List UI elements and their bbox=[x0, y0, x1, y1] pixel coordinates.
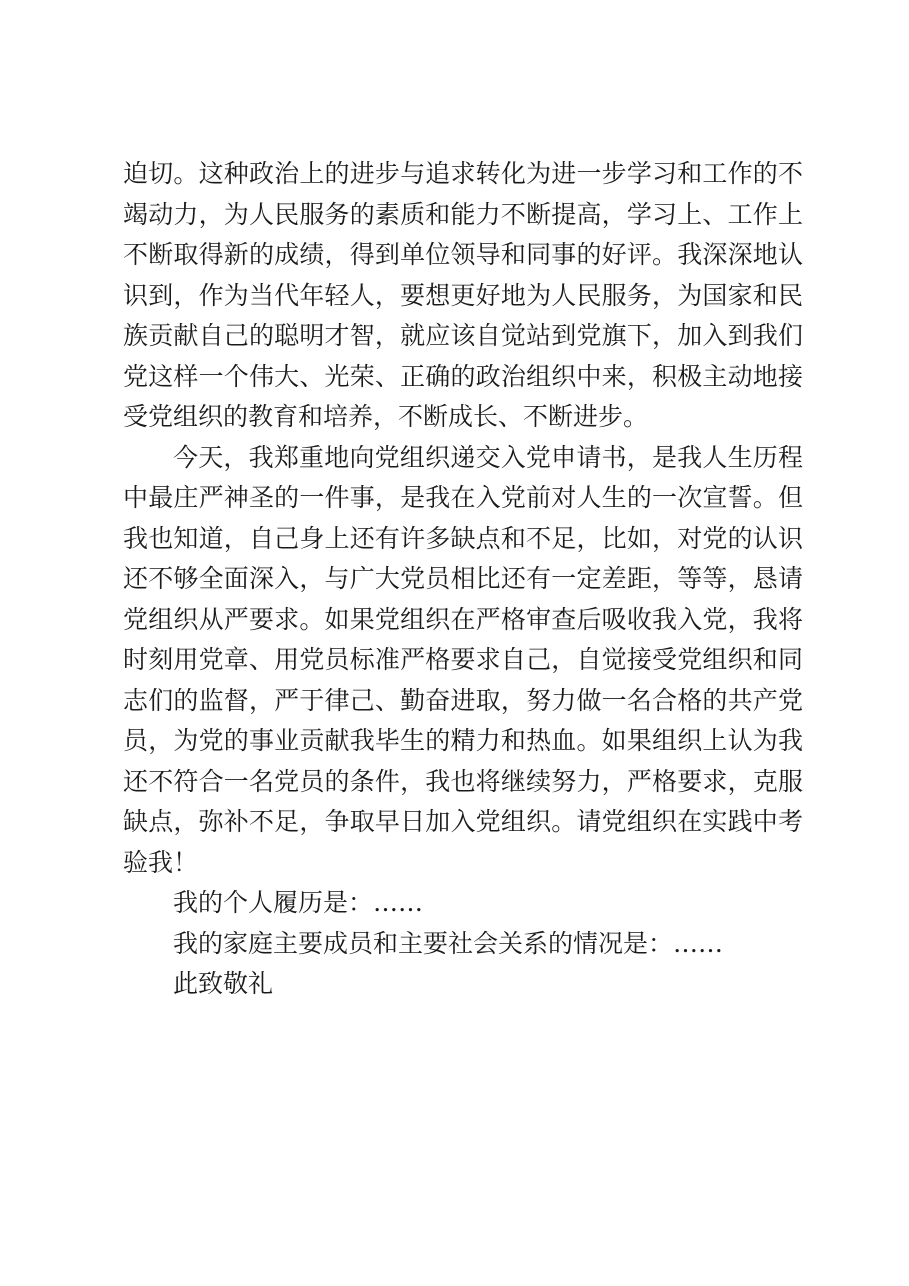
resume-line: 我的个人履历是：…… bbox=[173, 888, 424, 917]
text-line: 我也知道，自己身上还有许多缺点和不足，比如，对党的认识 bbox=[123, 523, 803, 553]
text-line: 员，为党的事业贡献我毕生的精力和热血。如果组织上认为我 bbox=[123, 726, 803, 755]
text-line: 时刻用党章、用党员标准严格要求自己，自觉接受党组织和同 bbox=[123, 645, 803, 674]
text-line: 不断取得新的成绩，得到单位领导和同事的好评。我深深地认 bbox=[123, 240, 803, 269]
text-line: 缺点，弥补不足，争取早日加入党组织。请党组织在实践中考 bbox=[123, 807, 803, 836]
paragraph-2 bbox=[123, 438, 803, 884]
text-line: 识到，作为当代年轻人，要想更好地为人民服务，为国家和民 bbox=[123, 280, 803, 310]
text-line: 党组织从严要求。如果党组织在严格审查后吸收我入党，我将 bbox=[123, 604, 803, 634]
text-line: 今天，我郑重地向党组织递交入党申请书，是我人生历程 bbox=[173, 442, 803, 472]
text-line: 党这样一个伟大、光荣、正确的政治组织中来，积极主动地接 bbox=[123, 361, 803, 391]
text-line: 志们的监督，严于律己、勤奋进取，努力做一名合格的共产党 bbox=[123, 685, 803, 715]
family-relations-line: 我的家庭主要成员和主要社会关系的情况是：…… bbox=[173, 928, 724, 958]
letter-body bbox=[123, 154, 803, 1005]
text-line: 迫切。这种政治上的进步与追求转化为进一步学习和工作的不 bbox=[123, 159, 803, 188]
text-line: 中最庄严神圣的一件事，是我在入党前对人生的一次宣誓。但 bbox=[123, 483, 803, 512]
text-line: 族贡献自己的聪明才智，就应该自觉站到党旗下，加入到我们 bbox=[123, 321, 803, 350]
text-line: 验我！ bbox=[123, 847, 199, 877]
text-line: 还不符合一名党员的条件，我也将继续努力，严格要求，克服 bbox=[123, 766, 803, 796]
text-line: 受党组织的教育和培养，不断成长、不断进步。 bbox=[123, 402, 649, 431]
text-line: 还不够全面深入，与广大党员相比还有一定差距，等等，恳请 bbox=[123, 564, 803, 593]
paragraph-1 bbox=[123, 154, 803, 438]
closing-salutation: 此致敬礼 bbox=[173, 969, 274, 998]
text-line: 竭动力，为人民服务的素质和能力不断提高，学习上、工作上 bbox=[123, 199, 803, 229]
